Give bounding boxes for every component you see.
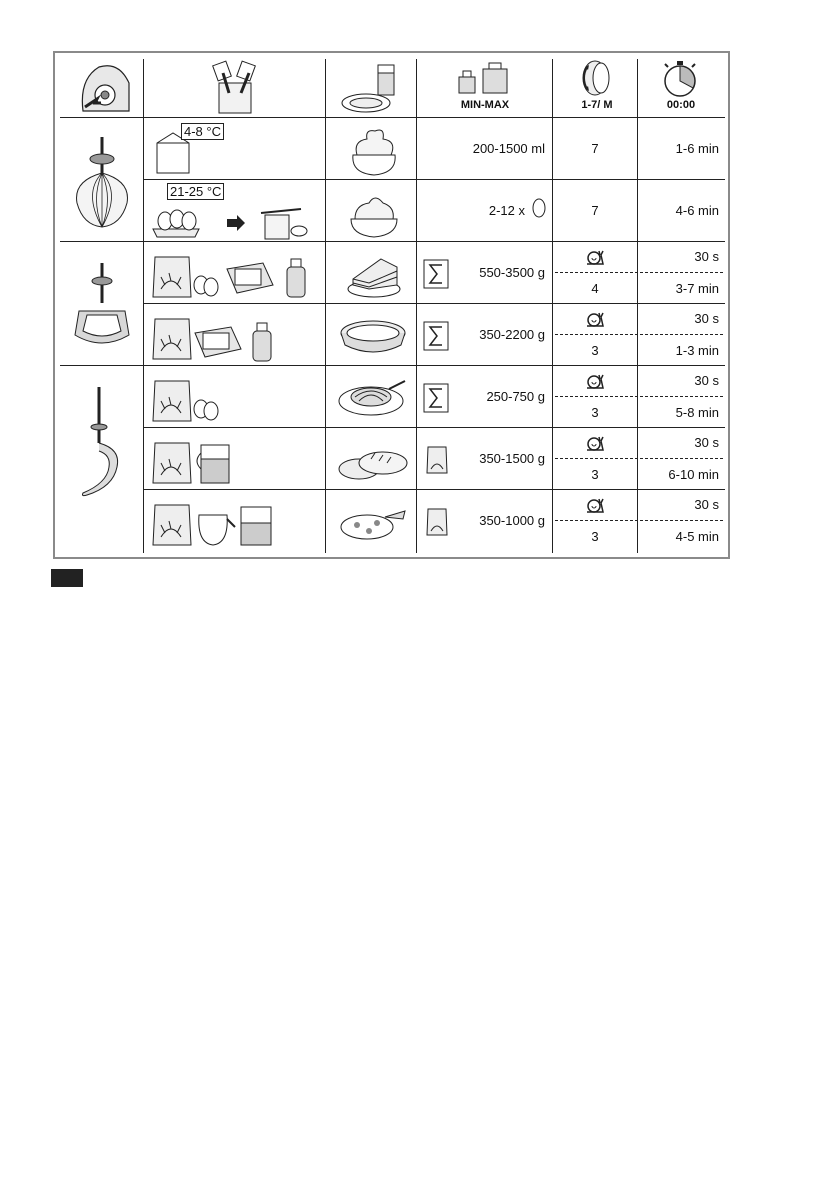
pasta-plate-icon [337,375,409,419]
grid-line [60,117,725,118]
amount-value: 350-1500 g [479,451,545,466]
grid-line [143,59,144,553]
amount-value: 200-1500 ml [472,141,545,156]
weight-header-label: MIN-MAX [460,99,510,111]
time-value: 30 s [694,497,719,512]
time-value: 3-7 min [675,281,719,296]
dashed-divider [555,272,723,273]
summation-icon [423,259,449,289]
flour-bag-icon [425,505,449,537]
speed-value: 3 [591,529,599,544]
grid-line [325,59,326,553]
time-value: 5-8 min [675,405,719,420]
time-value: 1-3 min [675,343,719,358]
time-value: 30 s [694,311,719,326]
amount-value: 350-1000 g [479,513,545,528]
summation-icon [423,383,449,413]
amount-value: 550-3500 g [479,265,545,280]
add-ingredients-icon [205,59,265,115]
summation-icon [423,321,449,351]
amount-value: 350-2200 g [479,327,545,342]
time-value: 1-6 min [675,141,719,156]
mixer-head-icon [75,59,135,115]
grid-line [143,489,725,490]
flour-bag-icon [425,443,449,475]
time-value: 6-10 min [668,467,719,482]
weight-icon [455,61,515,95]
tart-base-icon [337,315,409,359]
time-value: 4-5 min [675,529,719,544]
grid-line [143,427,725,428]
amount-value: 250-750 g [486,389,545,404]
speed-value: 7 [591,203,599,218]
snail-slow-speed-icon [585,309,605,329]
recommended-quantities-table [53,51,730,559]
grid-line [60,365,725,366]
snail-slow-speed-icon [585,495,605,515]
speed-value: 4 [591,281,599,296]
dough-hook-icon [77,383,133,503]
beater-tool-icon [69,259,135,351]
flour-butter-sugar-icon [151,311,281,363]
dashed-divider [555,396,723,397]
grid-line [552,59,553,553]
grid-line [60,241,725,242]
speed-value: 7 [591,141,599,156]
time-header-label: 00:00 [666,99,696,111]
flour-oil-water-icon [151,497,281,549]
time-value: 30 s [694,435,719,450]
timer-icon [660,59,700,99]
grid-line [637,59,638,553]
eggs-to-separator-icon [151,201,315,241]
snail-slow-speed-icon [585,371,605,391]
temperature-cold-badge: 4-8 °C [181,123,224,140]
flour-eggs-icon [151,373,231,425]
snail-slow-speed-icon [585,433,605,453]
time-value: 4-6 min [675,203,719,218]
egg-icon [531,197,547,219]
whisk-tool-icon [69,133,135,229]
dashed-divider [555,334,723,335]
amount-value: 2-12 x [488,203,525,218]
snail-slow-speed-icon [585,247,605,267]
plate-and-glass-icon [340,59,402,115]
flour-eggs-butter-sugar-icon [151,249,311,301]
page-marker-block [51,569,83,587]
dashed-divider [555,458,723,459]
grid-line [143,303,725,304]
speed-dial-icon [575,59,615,97]
time-value: 30 s [694,373,719,388]
cake-slice-icon [345,249,403,301]
grid-line [143,179,725,180]
speed-value: 3 [591,405,599,420]
time-value: 30 s [694,249,719,264]
pizza-icon [337,501,409,545]
speed-value: 3 [591,343,599,358]
temperature-room-badge: 21-25 °C [167,183,224,200]
dashed-divider [555,520,723,521]
speed-header-label: 1-7/ M [581,99,613,111]
flour-water-icon [151,435,241,487]
grid-line [416,59,417,553]
whipped-cream-icon [345,125,403,177]
bread-loaves-icon [337,439,409,483]
egg-white-foam-icon [345,187,403,239]
speed-value: 3 [591,467,599,482]
